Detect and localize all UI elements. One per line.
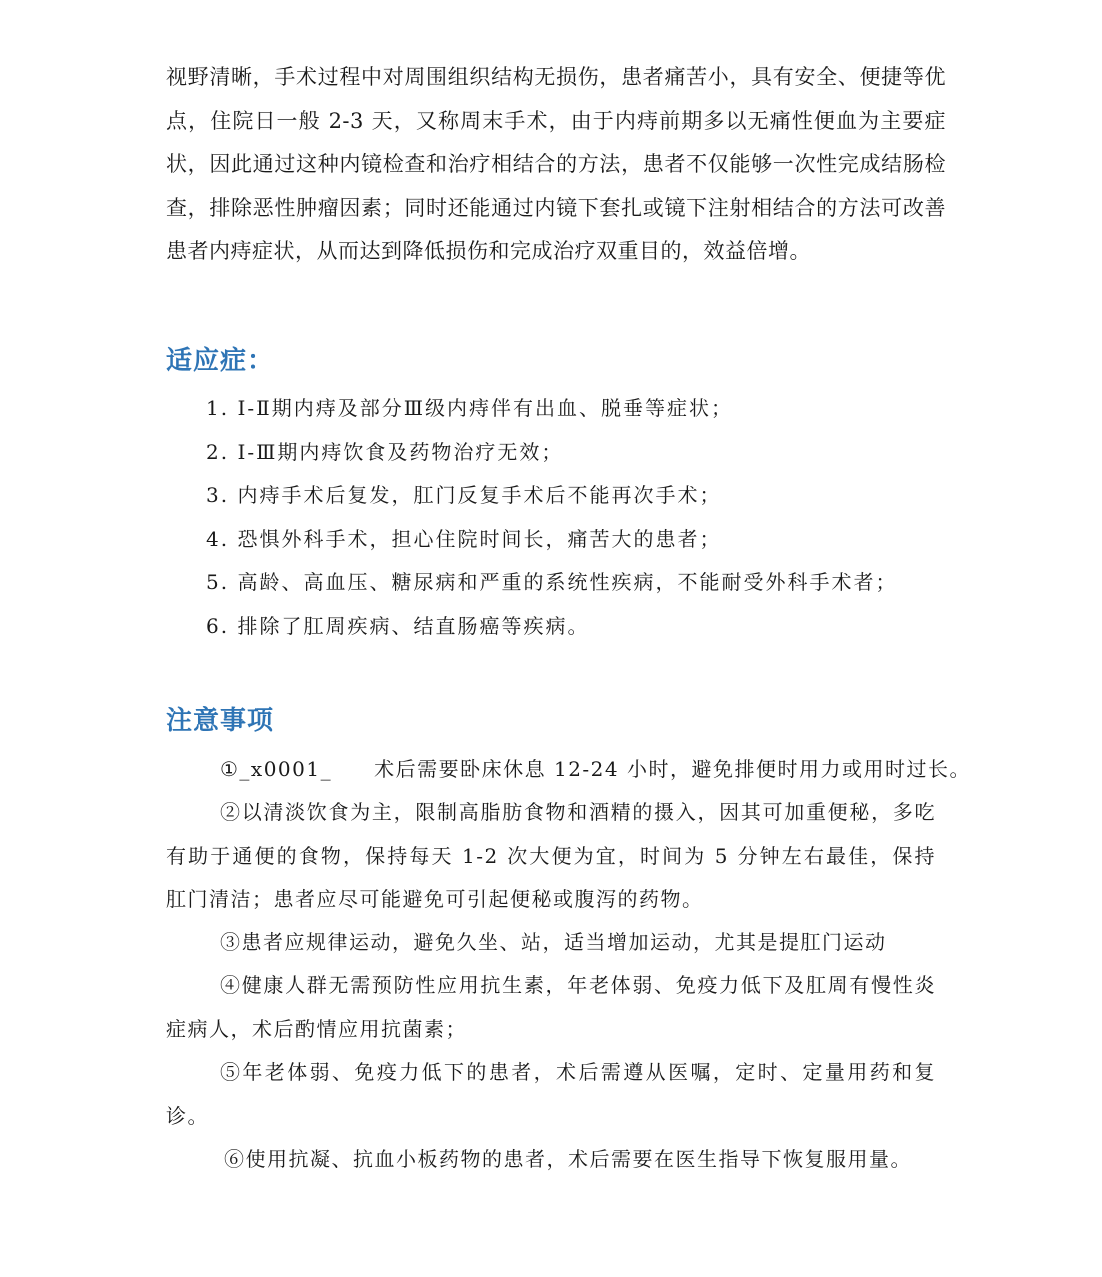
- indication-item-1: 1. Ⅰ-Ⅱ期内痔及部分Ⅲ级内痔伴有出血、脱垂等症状；: [206, 396, 733, 420]
- precaution-item-5: ⑤年老体弱、免疫力低下的患者，术后需遵从医嘱，定时、定量用药和复诊。: [166, 1060, 936, 1128]
- precaution-item-6: ⑥使用抗凝、抗血小板药物的患者，术后需要在医生指导下恢复服用量。: [224, 1147, 912, 1171]
- indication-item-3: 3. 内痔手术后复发，肛门反复手术后不能再次手术；: [206, 483, 722, 507]
- precaution-item-3: ③患者应规律运动，避免久坐、站，适当增加运动，尤其是提肛门运动: [220, 930, 887, 954]
- precaution-item-1-text: 术后需要卧床休息 12-24 小时，避免排便时用力或用时过长。: [374, 757, 971, 781]
- precaution-item-1: [166, 748, 971, 792]
- indications-list: [206, 387, 946, 648]
- precaution-item-2: ②以清淡饮食为主，限制高脂肪食物和酒精的摄入，因其可加重便秘，多吃有助于通便的食物，保持每天 1-2 次大便为宜，时间为 5 分钟左右最佳，保持肛门清洁；患者应尽可能避免可引起便秘或腹泻的药物。: [166, 800, 936, 911]
- indications-heading: 适应症：: [166, 346, 275, 376]
- precaution-item-1-marker: ①_x0001_: [220, 757, 333, 781]
- precautions-heading: 注意事项: [166, 706, 275, 736]
- indication-item-2: 2. Ⅰ-Ⅲ期内痔饮食及药物治疗无效；: [206, 439, 564, 464]
- indication-item-5: 5. 高龄、高血压、糖尿病和严重的系统性疾病，不能耐受外科手术者；: [206, 570, 898, 594]
- indication-item-6: 6. 排除了肛周疾病、结直肠癌等疾病。: [206, 613, 590, 638]
- intro-paragraph: 视野清晰，手术过程中对周围组织结构无损伤，患者痛苦小，具有安全、便捷等优点，住院日一般 2-3 天，又称周末手术，由于内痔前期多以无痛性便血为主要症状，因此通过这种内镜检查和治疗相结合的方法，患者不仅能够一次性完成结肠检查，排除恶性肿瘤因素；同时还能通过内镜下套扎或镜下注射相结合的方法可改善患者内痔症状，从而达到降低损伤和完成治疗双重目的，效益倍增。: [166, 65, 946, 263]
- indication-item-4: 4. 恐惧外科手术，担心住院时间长，痛苦大的患者；: [206, 526, 722, 551]
- precaution-item-4: ④健康人群无需预防性应用抗生素，年老体弱、免疫力低下及肛周有慢性炎症病人，术后酌情应用抗菌素；: [166, 973, 936, 1041]
